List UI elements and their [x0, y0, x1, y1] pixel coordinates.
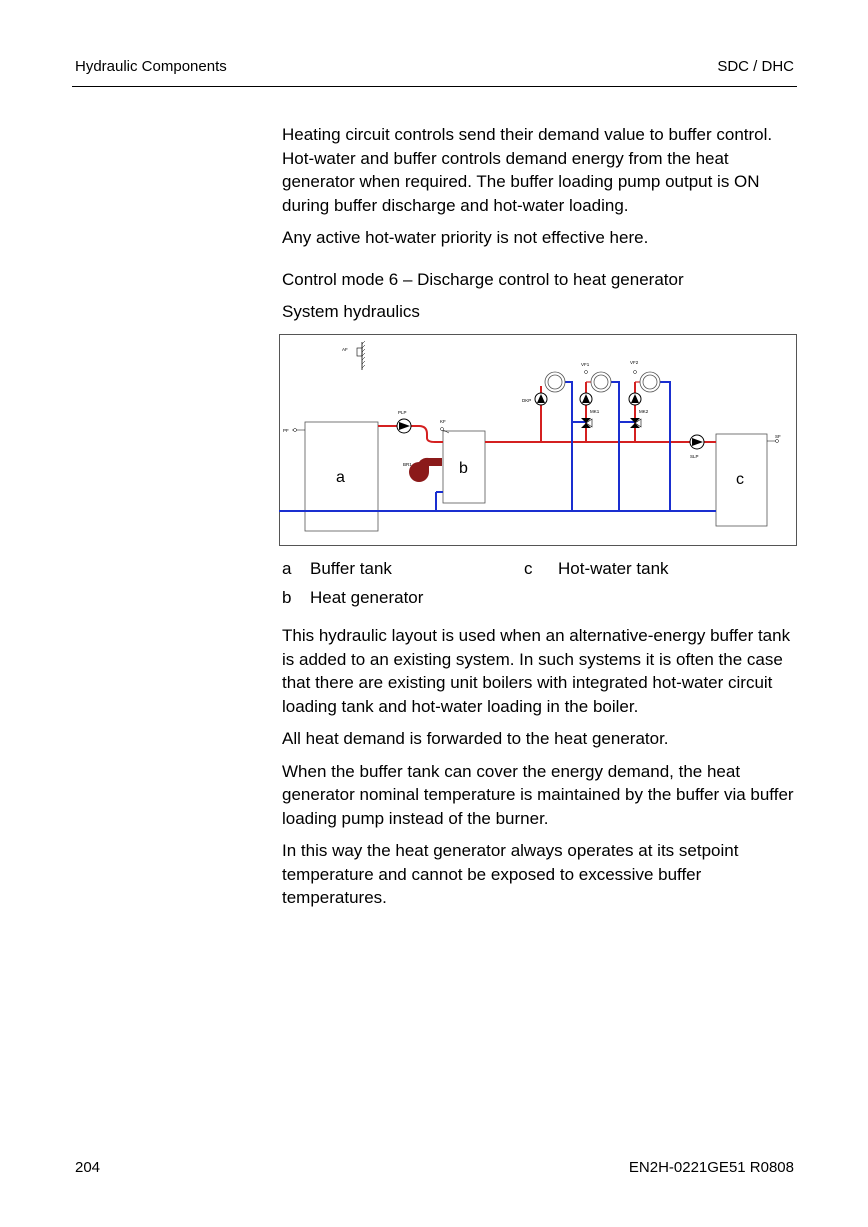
- plp-label: PLP: [398, 410, 407, 415]
- dkp-label: DKP: [522, 398, 532, 403]
- mk1-label: MK1: [590, 409, 600, 414]
- paragraph: Any active hot-water priority is not effective here.: [282, 228, 649, 247]
- system-hydraulics-heading: System hydraulics: [282, 302, 420, 321]
- intro-text: [282, 123, 802, 324]
- legend-text: Buffer tank: [310, 559, 392, 578]
- kf-label: KF: [440, 419, 446, 424]
- legend-letter: c: [524, 559, 533, 578]
- vf2-label: VF2: [630, 360, 639, 365]
- slp-label: SLP: [690, 454, 699, 459]
- pf-label: PF: [283, 428, 289, 433]
- explanation-text: [282, 624, 802, 910]
- heat-generator-letter: b: [459, 460, 468, 477]
- pump-icon: [580, 393, 592, 405]
- paragraph: All heat demand is forwarded to the heat generator.: [282, 729, 669, 748]
- paragraph: In this way the heat generator always operates at its setpoint temperature and cannot be exposed to excessive buffer temperatures.: [282, 841, 739, 907]
- sf-label: SF: [775, 434, 781, 439]
- radiator-icons: [545, 372, 660, 392]
- vf1-label: VF1: [581, 362, 590, 367]
- paragraph: When the buffer tank can cover the energy demand, the heat generator nominal temperature is maintained by the buffer via buffer loading pump instead of the burner.: [282, 761, 794, 828]
- legend-letter: b: [282, 588, 292, 607]
- paragraph: Heating circuit controls send their demand value to buffer control. Hot-water and buffer controls demand energy from the heat generator when required. The buffer loading pump output is ON during buffer discharge and hot-water loading.: [282, 125, 773, 215]
- running-header-product: SDC / DHC: [717, 58, 794, 75]
- hydraulic-diagram: [279, 334, 797, 546]
- af-label: AF: [342, 347, 348, 352]
- document-code: EN2H-0221GE51 R0808: [628, 1159, 794, 1176]
- paragraph: This hydraulic layout is used when an alternative-energy buffer tank is added to an existing system. In such systems it is often the case that there are existing unit boilers with integrated hot-water circuit loading tank and hot-water loading in the boiler.: [282, 626, 791, 716]
- buffer-tank-letter: a: [336, 469, 345, 486]
- mk2-label: MK2: [639, 409, 649, 414]
- pump-icon: [629, 393, 641, 405]
- legend-text: Heat generator: [310, 588, 424, 607]
- control-mode-heading: Control mode 6 – Discharge control to heat generator: [282, 269, 684, 289]
- header-rule: [72, 86, 797, 87]
- hot-water-tank-letter: c: [736, 471, 744, 488]
- page-number: 204: [75, 1159, 101, 1176]
- running-header-title: Hydraulic Components: [75, 58, 227, 75]
- br1-label: BR1: [403, 462, 412, 467]
- legend-letter: a: [282, 559, 292, 578]
- legend-text: Hot-water tank: [558, 559, 669, 578]
